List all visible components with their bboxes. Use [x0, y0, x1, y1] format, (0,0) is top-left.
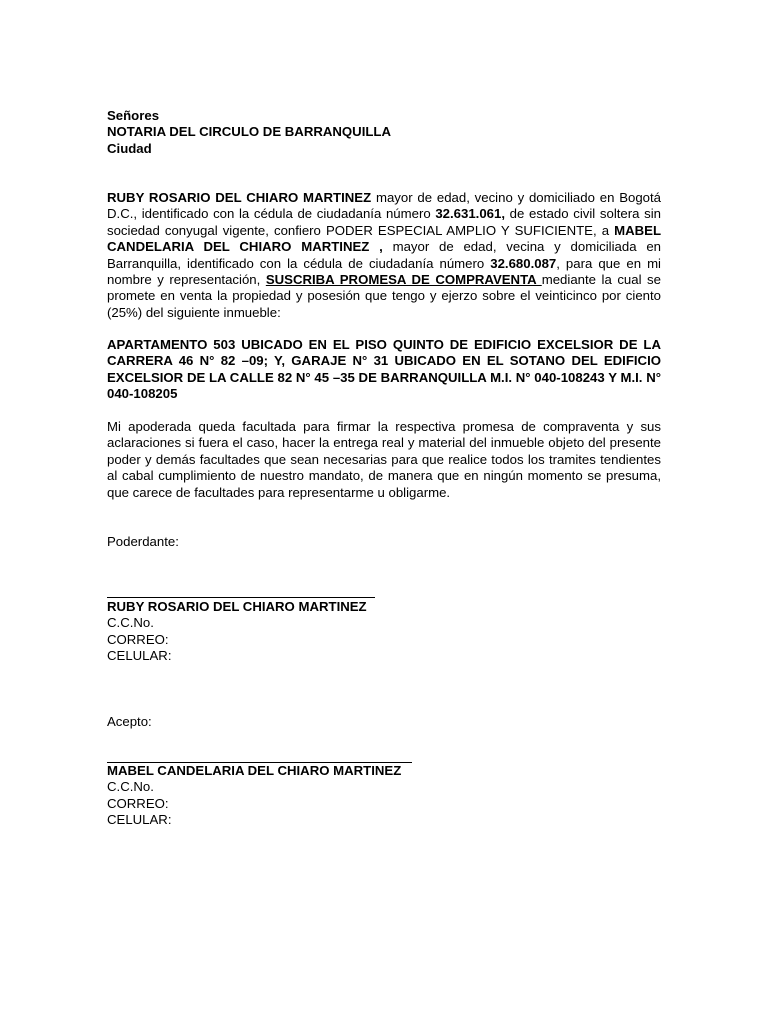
- grantor-signature-line: [107, 597, 375, 598]
- city: Ciudad: [107, 140, 152, 156]
- attorney-id: 32.680.087: [490, 255, 557, 271]
- grantor-id: 32.631.061,: [435, 206, 506, 222]
- grantor-email: CORREO:: [107, 631, 169, 647]
- attorney-name-inline: MABEL CANDELARIA DEL CHIARO MARTINEZ ,: [107, 222, 661, 255]
- grantor-name: RUBY ROSARIO DEL CHIARO MARTINEZ: [107, 599, 367, 614]
- grantor-cc: C.C.No.: [107, 615, 154, 631]
- acceptor-cc: C.C.No.: [107, 779, 154, 795]
- paragraph-text: de estado civil soltera sin sociedad conyugal vigente, confiero PODER ESPECIAL AMPLIO Y SUFICIENTE, a: [107, 206, 661, 238]
- property-description: APARTAMENTO 503 UBICADO EN EL PISO QUINTO DE EDIFICIO EXCELSIOR DE LA CARRERA 46 N° 82 –09; Y, GARAJE N° 31 UBICADO EN EL SOTANO DEL EDIFICIO EXCELSIOR DE LA CALLE 82 N° 45 –35 DE BARRANQUILLA M.I. N° 040-108243 Y M.I. N° 040-108205: [107, 337, 661, 402]
- grantor-name-inline: RUBY ROSARIO DEL CHIARO MARTINEZ: [107, 190, 372, 205]
- acceptor-name: MABEL CANDELARIA DEL CHIARO MARTINEZ: [107, 763, 402, 778]
- paragraph-grant: [107, 190, 661, 321]
- paragraph-text: , para que en mi nombre y representación,: [107, 255, 661, 288]
- acceptor-label: Acepto:: [107, 714, 152, 729]
- acceptor-signature-block: [107, 763, 661, 829]
- grantor-label: Poderdante:: [107, 534, 179, 549]
- paragraph-text: mediante la cual se promete en venta la propiedad y posesión que tengo y ejerzo sobre el veinticinco por ciento (25%) del siguiente inmueble:: [107, 272, 661, 320]
- paragraph-text: mayor de edad, vecino y domiciliado en Bogotá D.C., identificado con la cédula de ciudadanía número: [107, 190, 661, 222]
- acceptor-email: CORREO:: [107, 795, 169, 811]
- grantor-signature-block: [107, 599, 661, 665]
- paragraph-text: mayor de edad, vecina y domiciliada en Barranquilla, identificado con la cédula de ciudadanía número: [107, 239, 661, 271]
- acceptor-phone: CELULAR:: [107, 812, 172, 828]
- paragraph-powers: Mi apoderada queda facultada para firmar la respectiva promesa de compraventa y sus aclaraciones si fuera el caso, hacer la entrega real y material del inmueble objeto del presente poder y demás facultades que sean necesarias para que realice todos los tramites tendientes al cabal cumplimiento de nuestro mandato, de manera que en ningún momento se presuma, que carece de facultades para representarme u obligarme.: [107, 419, 661, 500]
- grantor-phone: CELULAR:: [107, 648, 172, 664]
- addressee: NOTARIA DEL CIRCULO DE BARRANQUILLA: [107, 124, 392, 140]
- letter-header: [107, 108, 661, 157]
- greeting: Señores: [107, 108, 160, 123]
- action-text: SUSCRIBA PROMESA DE COMPRAVENTA: [265, 272, 542, 288]
